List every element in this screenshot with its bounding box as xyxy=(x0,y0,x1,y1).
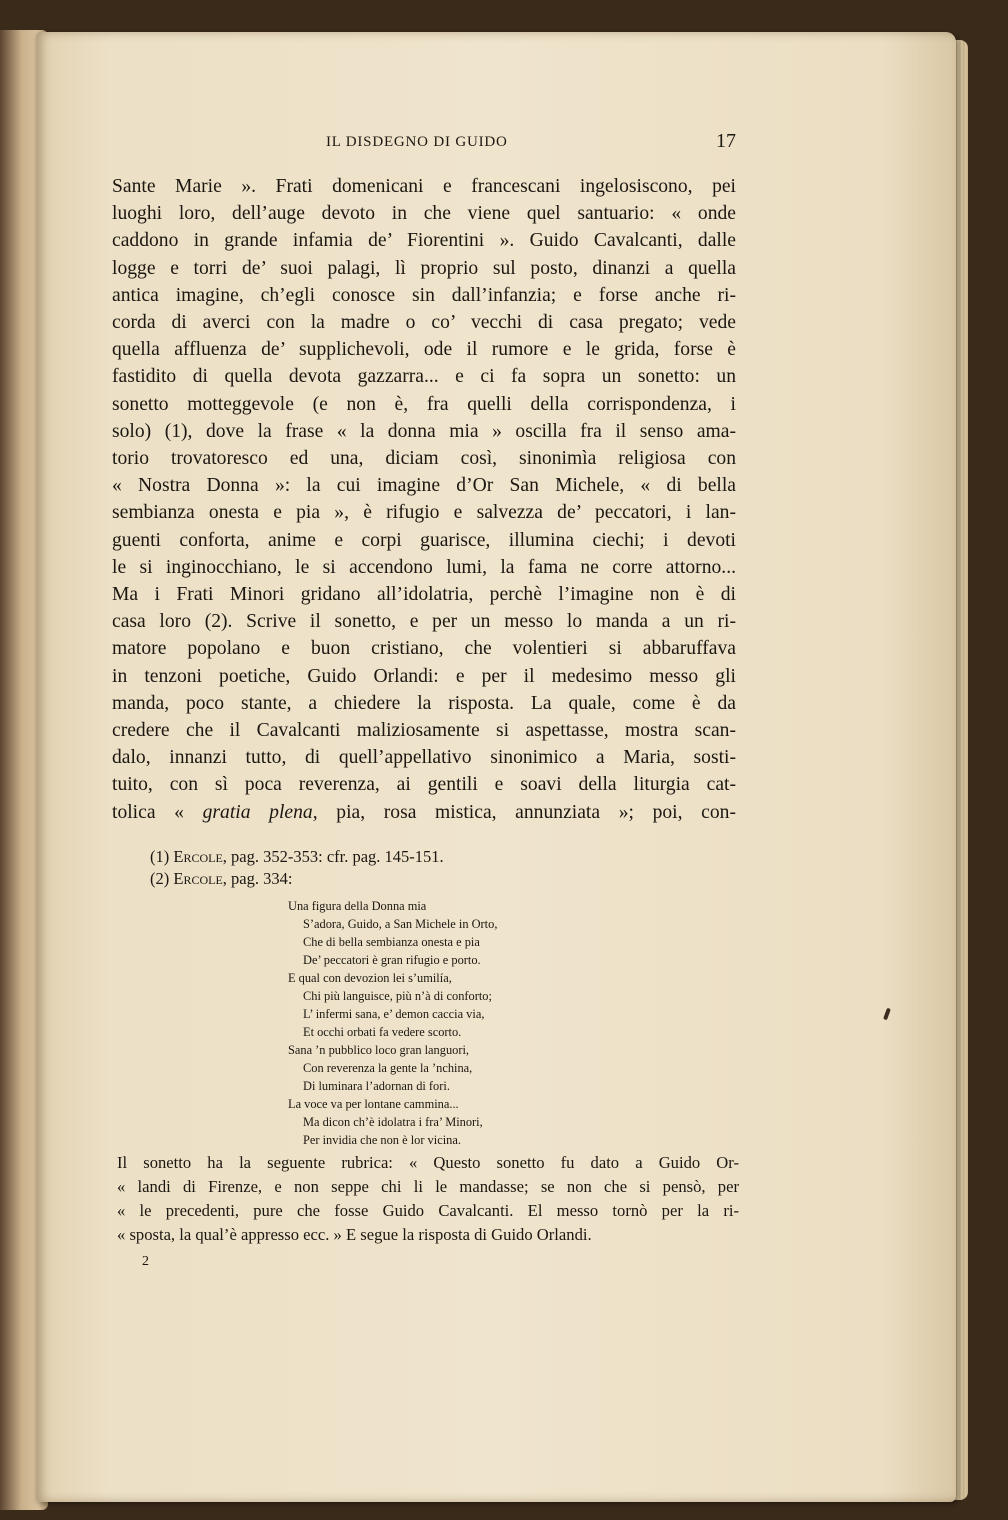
poem-verse: Ma dicon ch’è idolatra i fra’ Minori, xyxy=(303,1115,483,1129)
poem-verse: Per invidia che non è lor vicina. xyxy=(303,1133,461,1147)
body-line: in tenzoni poetiche, Guido Orlandi: e per il medesimo messo gli xyxy=(112,665,736,687)
sonnet-quote xyxy=(288,897,588,1149)
footnote-author: Ercole xyxy=(173,847,223,866)
poem-verse: Di luminara l’adornan di fori. xyxy=(303,1079,450,1093)
body-line: corda di averci con la madre o co’ vecchi di casa pregato; vede xyxy=(112,312,736,334)
rubrica-note xyxy=(117,1151,739,1247)
footnote-2 xyxy=(150,868,750,890)
rubrica-line: « le precedenti, pure che fosse Guido Cavalcanti. El messo tornò per la ri- xyxy=(117,1201,739,1220)
body-line: dalo, innanzi tutto, di quell’appellativo sinonimico a Maria, sosti- xyxy=(112,747,736,769)
running-title: IL DISDEGNO DI GUIDO xyxy=(326,134,508,150)
body-line: caddono in grande infamia de’ Fiorentini ». Guido Cavalcanti, dalle xyxy=(112,230,736,252)
footnote-1 xyxy=(150,846,750,868)
poem-verse: Con reverenza la gente la ’nchina, xyxy=(303,1061,473,1075)
poem-verse: L’ infermi sana, e’ demon caccia via, xyxy=(303,1007,485,1021)
body-line: quella affluenza de’ supplichevoli, ode il rumore e le grida, forse è xyxy=(112,339,736,361)
body-last-before: tolica « xyxy=(112,801,203,823)
body-line: credere che il Cavalcanti maliziosamente si aspettasse, mostra scan- xyxy=(112,720,736,742)
poem-verse: Chi più languisce, più n’à di conforto; xyxy=(303,989,492,1003)
body-line: fastidito di quella devota gazzarra... e ci fa sopra un sonetto: un xyxy=(112,366,736,388)
body-line: solo) (1), dove la frase « la donna mia » oscilla fra il senso ama- xyxy=(112,420,736,442)
body-line: antica imagine, ch’egli conosce sin dall’infanzia; e forse anche ri- xyxy=(112,284,736,306)
body-line: le si inginocchiano, le si accendono lumi, la fama ne corre attorno... xyxy=(112,556,736,578)
page-number: 17 xyxy=(716,130,736,152)
body-line: matore popolano e buon cristiano, che volentieri si abbaruffava xyxy=(112,638,736,660)
body-line: sembianza onesta e pia », è rifugio e salvezza de’ peccatori, i lan- xyxy=(112,502,736,524)
signature-mark: 2 xyxy=(142,1254,149,1269)
body-last-after: , pia, rosa mistica, annunziata »; poi, con- xyxy=(312,801,736,823)
body-line: « Nostra Donna »: la cui imagine d’Or San Michele, « di bella xyxy=(112,475,736,497)
body-line: torio trovatoresco ed una, diciam così, sinonimìa religiosa con xyxy=(112,448,736,470)
footnote-number: (1) xyxy=(150,847,174,866)
body-line: logge e torri de’ suoi palagi, lì proprio sul posto, dinanzi a quella xyxy=(112,257,736,279)
rubrica-line: « sposta, la qual’è appresso ecc. » E segue la risposta di Guido Orlandi. xyxy=(117,1225,592,1244)
body-line-last xyxy=(112,799,736,826)
poem-verse: S’adora, Guido, a San Michele in Orto, xyxy=(303,917,498,931)
poem-verse: La voce va per lontane cammina... xyxy=(288,1097,459,1111)
poem-verse: Et occhi orbati fa vedere scorto. xyxy=(303,1025,462,1039)
poem-verse: Una figura della Donna mia xyxy=(288,899,427,913)
body-text xyxy=(112,173,736,826)
footnotes xyxy=(150,846,750,890)
body-line: manda, poco stante, a chiedere la risposta. La quale, come è da xyxy=(112,692,736,714)
body-line: Ma i Frati Minori gridano all’idolatria, perchè l’imagine non è di xyxy=(112,584,736,606)
poem-verse: De’ peccatori è gran rifugio e porto. xyxy=(303,953,481,967)
body-line: sonetto motteggevole (e non è, fra quelli della corrispondenza, i xyxy=(112,393,736,415)
poem-verse: Che di bella sembianza onesta e pia xyxy=(303,935,480,949)
body-line: guenti conforta, anime e corpi guarisce, illumina ciechi; i devoti xyxy=(112,529,736,551)
rubrica-line: « landi di Firenze, e non seppe chi li le mandasse; se non che si pensò, per xyxy=(117,1177,739,1196)
latin-phrase: gratia plena xyxy=(202,801,313,823)
body-line: luoghi loro, dell’auge devoto in che viene quel santuario: « onde xyxy=(112,203,736,225)
footnote-text: , pag. 352-353: cfr. pag. 145-151. xyxy=(222,847,444,866)
body-line: tuito, con sì poca reverenza, ai gentili e soavi della liturgia cat- xyxy=(112,774,736,796)
poem-verse: E qual con devozion lei s’umilía, xyxy=(288,971,452,985)
poem-verse: Sana ’n pubblico loco gran languori, xyxy=(288,1043,469,1057)
rubrica-line: Il sonetto ha la seguente rubrica: « Questo sonetto fu dato a Guido Or- xyxy=(117,1153,739,1172)
body-line: casa loro (2). Scrive il sonetto, e per un messo lo manda a un ri- xyxy=(112,611,736,633)
running-head xyxy=(112,130,736,154)
footnote-author: Ercole xyxy=(173,869,223,888)
body-line: Sante Marie ». Frati domenicani e francescani ingelosiscono, pei xyxy=(112,176,736,197)
footnote-text: , pag. 334: xyxy=(222,869,293,888)
footnote-number: (2) xyxy=(150,869,174,888)
